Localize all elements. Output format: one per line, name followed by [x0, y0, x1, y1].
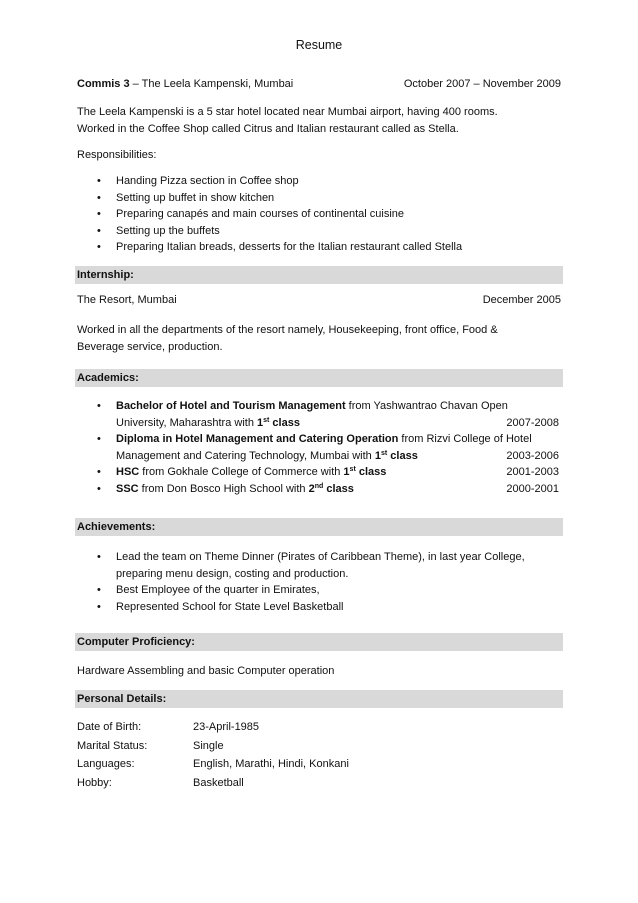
- academic-years: 2007-2008: [506, 416, 559, 429]
- responsibilities-label: Responsibilities:: [77, 149, 157, 161]
- academic-years: 2000-2001: [506, 482, 559, 495]
- internship-description-line: Worked in all the departments of the resort namely, Housekeeping, front office, Food &: [77, 324, 498, 336]
- achievements-list: [97, 549, 559, 615]
- detail-row: Marital Status: Single: [77, 739, 224, 752]
- academic-item: • Bachelor of Hotel and Tourism Management from Yashwantrao Chavan Open University, Maharashtra with 1st class 2007-2008: [97, 398, 559, 431]
- list-item: • Preparing canapés and main courses of continental cuisine: [97, 206, 559, 223]
- internship-date: December 2005: [482, 294, 561, 306]
- responsibilities-list: [97, 173, 559, 256]
- bullet-icon: •: [97, 551, 101, 563]
- bullet-icon: •: [97, 584, 101, 597]
- academic-item: • SSC from Don Bosco High School with 2nd class 2000-2001: [97, 481, 559, 498]
- list-item: • Handing Pizza section in Coffee shop: [97, 173, 559, 190]
- academic-item: • Diploma in Hotel Management and Catering Operation from Rizvi College of Hotel Management and Catering Technology, Mumbai with 1st class 2003-2006: [97, 431, 559, 464]
- bullet-icon: •: [97, 400, 101, 412]
- internship-description: [77, 322, 561, 356]
- academics-heading: Academics:: [75, 369, 563, 387]
- academic-item: • HSC from Gokhale College of Commerce with 1st class 2001-2003: [97, 464, 559, 481]
- bullet-icon: •: [97, 466, 101, 479]
- academic-years: 2003-2006: [506, 449, 559, 462]
- bullet-icon: •: [97, 208, 101, 221]
- bullet-icon: •: [97, 224, 101, 237]
- computer-text: Hardware Assembling and basic Computer operation: [77, 665, 335, 677]
- job-description-line: The Leela Kampenski is a 5 star hotel located near Mumbai airport, having 400 rooms.: [77, 106, 498, 118]
- job-position: Commis 3: [77, 78, 130, 90]
- job-dates: October 2007 – November 2009: [403, 78, 561, 90]
- list-item: • Setting up buffet in show kitchen: [97, 190, 559, 207]
- bullet-icon: •: [97, 241, 101, 254]
- achievements-heading: Achievements:: [75, 518, 563, 536]
- bullet-icon: •: [97, 600, 101, 613]
- job-header: [77, 78, 561, 90]
- detail-row: Date of Birth: 23-April-1985: [77, 721, 260, 733]
- list-item: • Best Employee of the quarter in Emirates,: [97, 582, 559, 599]
- bullet-icon: •: [97, 191, 101, 204]
- internship-place: The Resort, Mumbai: [77, 294, 177, 306]
- internship-row: [77, 294, 561, 306]
- list-item: • Lead the team on Theme Dinner (Pirates of Caribbean Theme), in last year College, preparing menu design, costing and production.: [97, 551, 525, 580]
- job-description: [77, 104, 561, 138]
- academic-years: 2001-2003: [506, 466, 559, 479]
- list-item: • Represented School for State Level Basketball: [97, 599, 559, 616]
- job-description-line: Worked in the Coffee Shop called Citrus and Italian restaurant called as Stella.: [77, 123, 459, 135]
- list-item: • Setting up the buffets: [97, 223, 559, 240]
- bullet-icon: •: [97, 482, 101, 495]
- detail-row: Languages: English, Marathi, Hindi, Konkani: [77, 758, 349, 770]
- personal-details: [77, 718, 477, 792]
- internship-heading: Internship:: [75, 266, 563, 284]
- job-title: [77, 78, 293, 90]
- detail-row: Hobby: Basketball: [77, 776, 244, 789]
- job-employer: – The Leela Kampenski, Mumbai: [132, 78, 294, 90]
- computer-heading: Computer Proficiency:: [75, 633, 563, 651]
- bullet-icon: •: [97, 175, 101, 187]
- bullet-icon: •: [97, 433, 101, 446]
- personal-heading: Personal Details:: [75, 690, 563, 708]
- list-item: • Preparing Italian breads, desserts for the Italian restaurant called Stella: [97, 239, 559, 256]
- page-title: Resume: [295, 38, 343, 52]
- academics-list: [97, 398, 559, 498]
- internship-description-line: Beverage service, production.: [77, 341, 223, 353]
